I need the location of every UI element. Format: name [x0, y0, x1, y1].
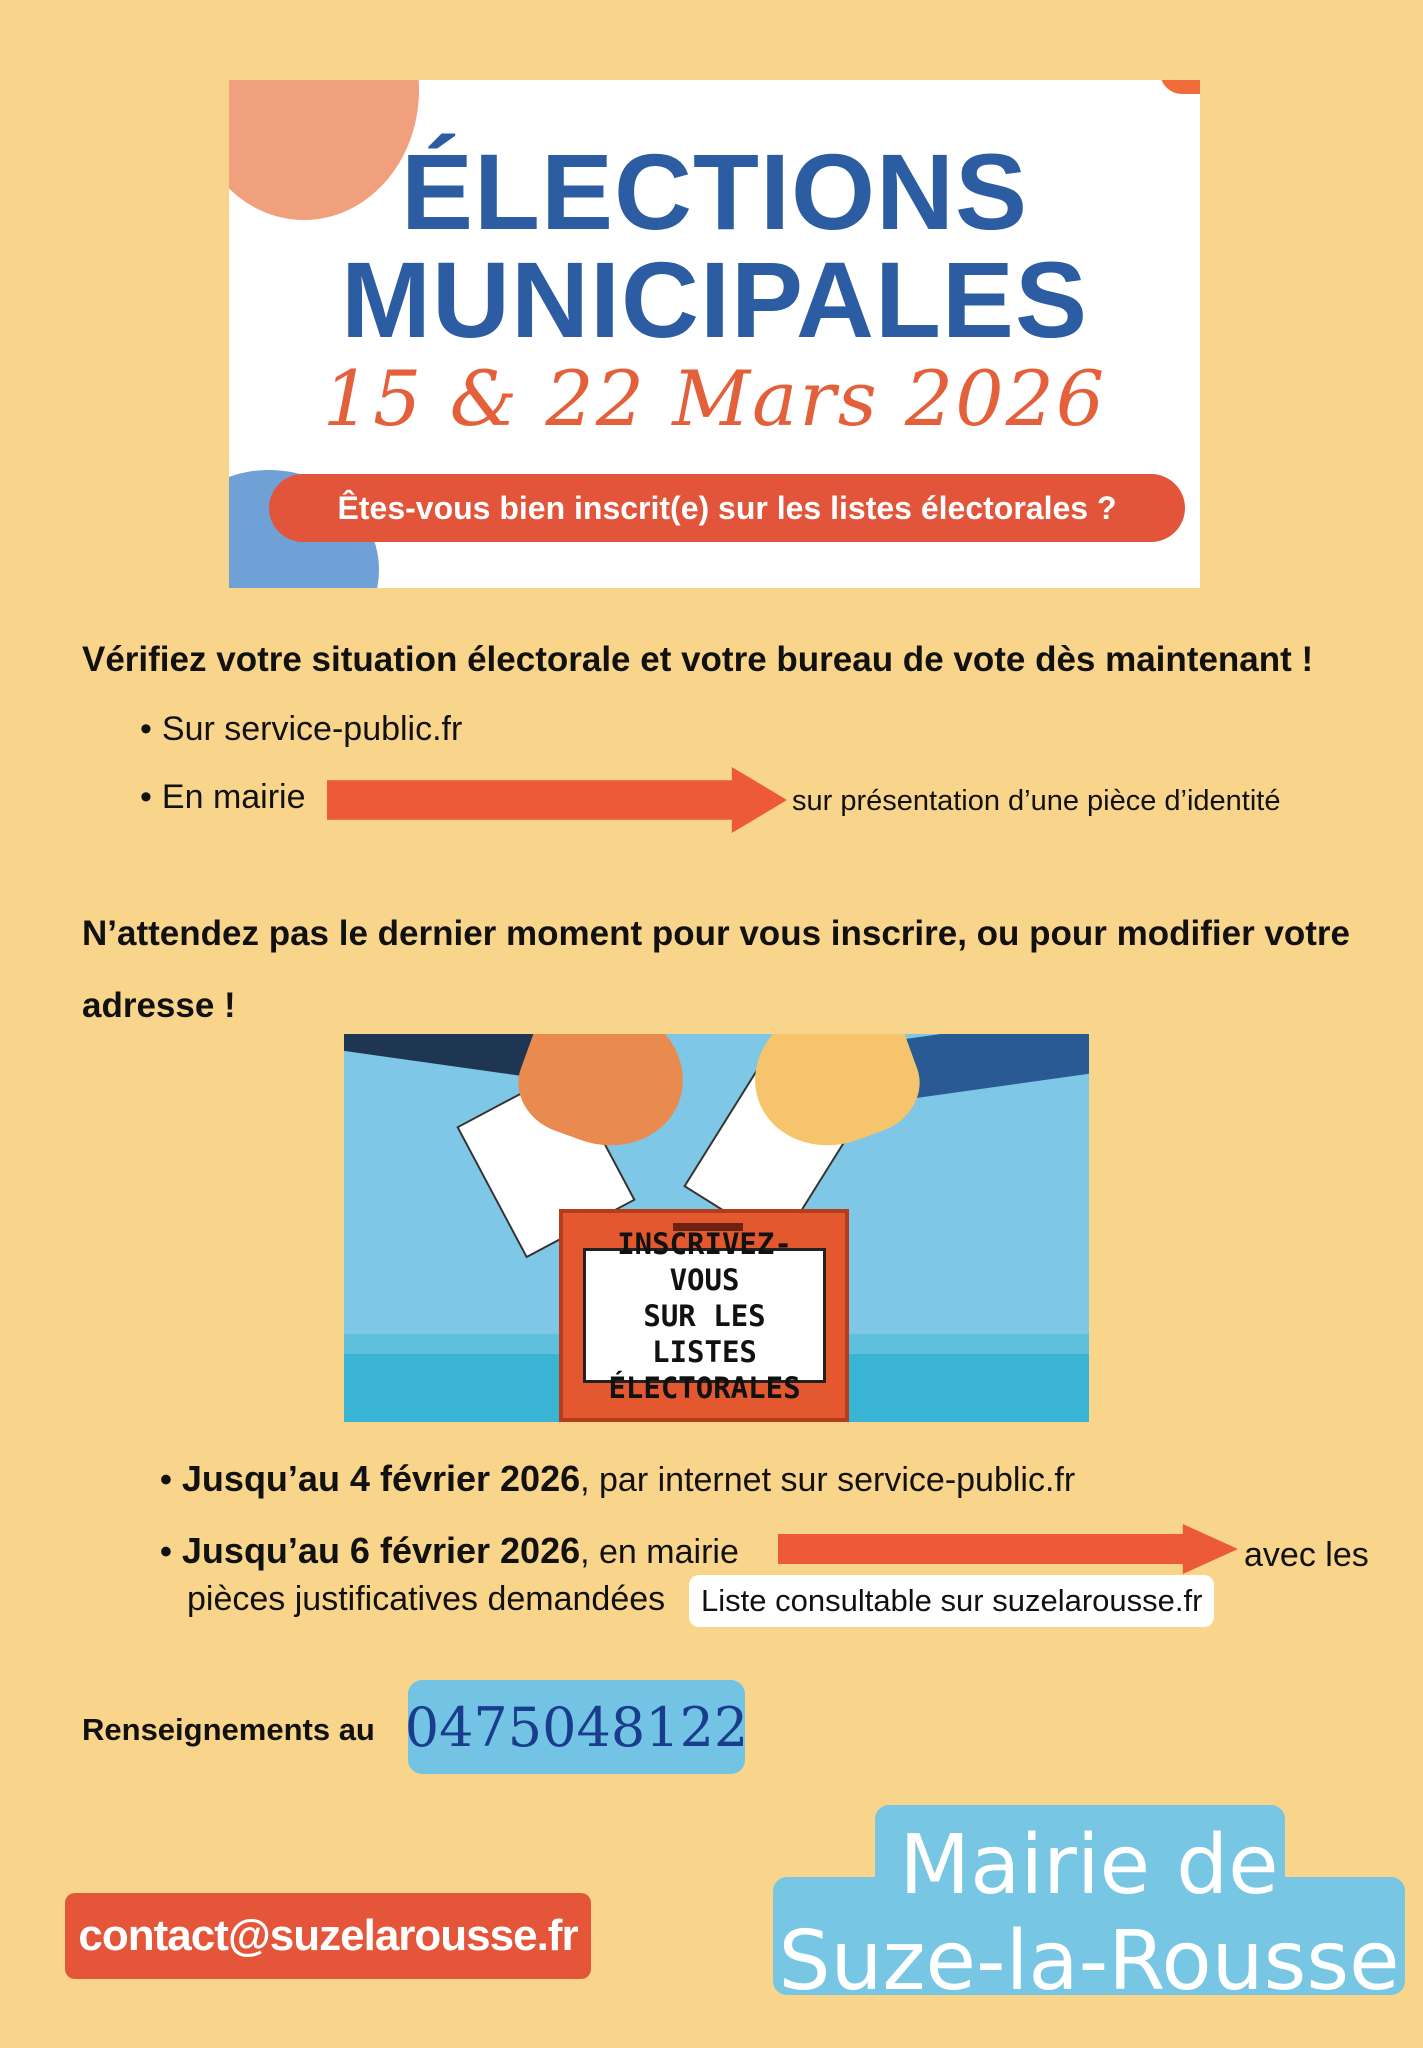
- register-bullet-2-date: Jusqu’au 6 février 2026: [181, 1530, 581, 1571]
- arrow-right-icon: [778, 1524, 1238, 1574]
- register-heading: N’attendez pas le dernier moment pour vous inscrire, ou pour modifier votre adresse !: [82, 914, 1351, 1025]
- register-bullet-2-end: avec les: [1244, 1536, 1369, 1574]
- ballot-label-line: SUR LES LISTES: [643, 1298, 766, 1369]
- election-banner: [229, 80, 1200, 588]
- verify-bullet-1: [140, 710, 462, 749]
- ballot-label-line: ÉLECTORALES: [608, 1370, 801, 1405]
- banner-title-line2: MUNICIPALES: [340, 239, 1088, 360]
- register-bullet-1-date: Jusqu’au 4 février 2026: [181, 1458, 581, 1499]
- bullet-dot: •: [160, 1533, 172, 1571]
- verify-bullet-1-text: Sur service-public.fr: [161, 710, 463, 748]
- arrow-right-icon: [327, 767, 787, 833]
- ballot-label-line: INSCRIVEZ-VOUS: [617, 1226, 792, 1297]
- mairie-name: [773, 1818, 1405, 2010]
- register-bullet-2-line2: pièces justificatives demandées: [187, 1580, 666, 1618]
- register-bullet-2-text: , en mairie: [580, 1533, 739, 1571]
- decorative-blob: [1160, 80, 1200, 94]
- banner-question: Êtes-vous bien inscrit(e) sur les listes électorales ?: [269, 474, 1185, 542]
- sleeve-shape: [901, 1034, 1089, 1099]
- register-bullet-1: [160, 1458, 1075, 1500]
- verify-bullet-2: [140, 778, 306, 817]
- verify-bullet-2-detail: sur présentation d’une pièce d’identité: [792, 785, 1281, 817]
- bullet-dot: •: [140, 778, 152, 816]
- bullet-dot: •: [140, 710, 152, 748]
- register-bullet-1-text: , par internet sur service-public.fr: [580, 1461, 1076, 1499]
- liste-link[interactable]: Liste consultable sur suzelarousse.fr: [689, 1575, 1214, 1627]
- ballot-box-label: [583, 1226, 826, 1405]
- mairie-line-2: Suze-la-Rousse: [778, 1914, 1400, 2009]
- email-link[interactable]: contact@suzelarousse.fr: [65, 1893, 591, 1979]
- ballot-box-illustration: [344, 1034, 1089, 1422]
- bullet-dot: •: [160, 1461, 172, 1499]
- register-bullet-2: [160, 1530, 739, 1572]
- phone-number[interactable]: 0475048122: [408, 1680, 745, 1774]
- banner-dates: 15 & 22 Mars 2026: [322, 354, 1107, 443]
- verify-heading: Vérifiez votre situation électorale et votre bureau de vote dès maintenant !: [82, 640, 1314, 679]
- renseignements-label: Renseignements au: [82, 1712, 375, 1747]
- mairie-line-1: Mairie de: [899, 1818, 1279, 1913]
- verify-bullet-2-label: En mairie: [161, 778, 306, 816]
- ballot-box: [559, 1209, 849, 1422]
- banner-title-line1: ÉLECTIONS: [400, 131, 1029, 252]
